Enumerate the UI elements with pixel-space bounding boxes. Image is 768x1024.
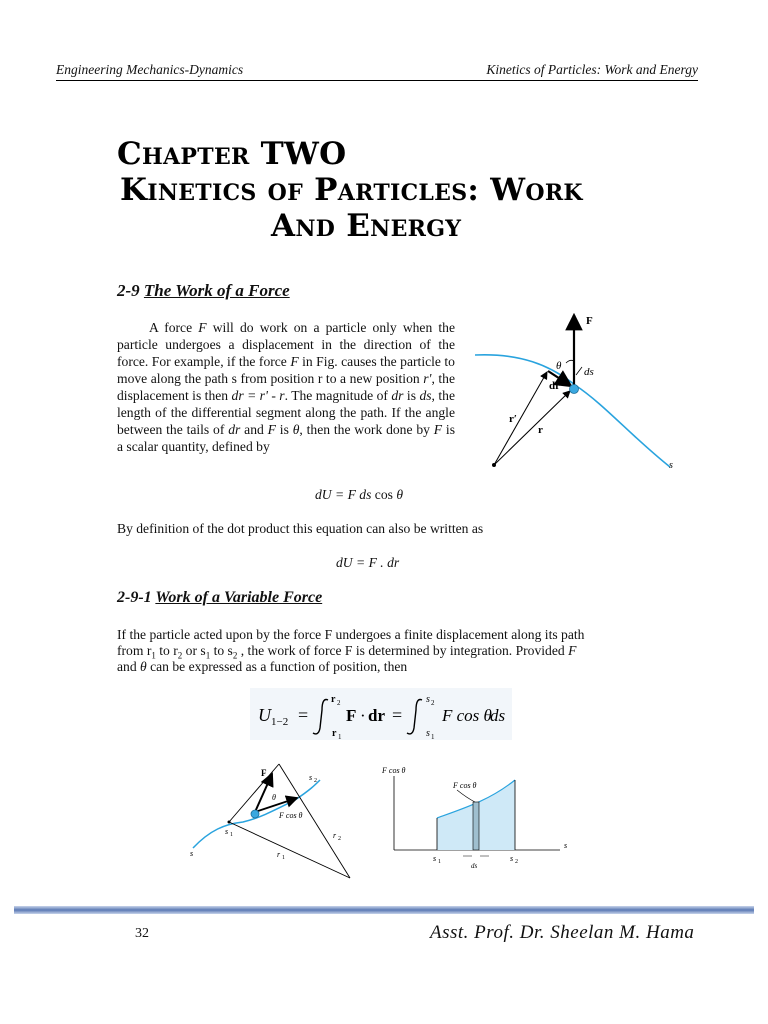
svg-text:s: s [190, 849, 194, 858]
svg-text:θ: θ [272, 793, 276, 802]
svg-text:r: r [332, 728, 337, 739]
svg-text:s: s [225, 827, 229, 836]
label-theta: θ [556, 360, 562, 372]
integral-equation [250, 688, 512, 740]
section-title: The Work of a Force [143, 281, 290, 300]
section-title: Work of a Variable Force [155, 589, 323, 606]
figure-finite-displacement [185, 760, 360, 885]
svg-text:=: = [392, 705, 403, 725]
equation-dot: dU = F . dr [336, 555, 400, 570]
r-vector [494, 391, 570, 465]
svg-text:s: s [510, 854, 514, 863]
svg-text:dr: dr [368, 706, 385, 725]
chapter-title-line1: Chapter TWO [117, 136, 347, 172]
equation-du: dU = F ds cos θ [315, 487, 403, 502]
rprime-vector [494, 372, 547, 465]
section-number: 2-9 [117, 281, 140, 300]
svg-text:F cos θ: F cos θ [382, 766, 406, 775]
svg-text:F cos θ: F cos θ [442, 706, 492, 725]
label-r: r [538, 424, 543, 436]
svg-text:1: 1 [431, 733, 435, 740]
svg-text:s: s [426, 694, 430, 705]
label-dr: dr [549, 380, 560, 392]
svg-text:1: 1 [438, 859, 441, 865]
svg-text:F cos θ: F cos θ [453, 781, 477, 790]
label-ds: ds [584, 366, 594, 378]
svg-text:U: U [258, 705, 271, 725]
section-heading-2-9 [117, 281, 290, 301]
chapter-title-line2: Kinetics of Particles: Work [120, 172, 583, 208]
origin-point [492, 463, 496, 467]
svg-text:·: · [360, 706, 366, 725]
label-rprime: r′ [509, 413, 517, 425]
svg-text:=: = [298, 705, 309, 725]
svg-text:2: 2 [338, 836, 341, 842]
svg-text:1: 1 [230, 832, 233, 838]
svg-text:2: 2 [337, 699, 341, 707]
svg-text:ds: ds [471, 862, 478, 870]
page-number: 32 [135, 926, 149, 941]
svg-text:F: F [346, 706, 357, 725]
header-left: Engineering Mechanics-Dynamics [56, 62, 244, 77]
dot-product-text: By definition of the dot product this equation can also be written as [117, 521, 484, 536]
svg-text:r: r [277, 850, 281, 859]
svg-text:1−2: 1−2 [271, 716, 289, 728]
svg-text:1: 1 [282, 855, 285, 861]
svg-text:s: s [433, 854, 437, 863]
para2-line3: and θ can be expressed as a function of position, then [117, 659, 408, 674]
header-right: Kinetics of Particles: Work and Energy [486, 62, 698, 77]
author-signature: Asst. Prof. Dr. Sheelan M. Hama [430, 922, 695, 943]
svg-text:r: r [331, 694, 336, 705]
para2-line1: If the particle acted upon by the force F undergoes a finite displacement along its path [117, 627, 585, 642]
path-curve [475, 355, 670, 467]
chapter-title-line3: And Energy [271, 208, 462, 244]
svg-text:2: 2 [431, 699, 435, 707]
svg-text:s: s [426, 728, 430, 739]
label-F: F [586, 315, 593, 327]
theta-arc [566, 360, 574, 363]
paragraph-work-of-force: A force F will do work on a particle only when the particle undergoes a displacement in the direction of the force. For example, if the force F in Fig. causes the particle to move along the path s from position r to a new position r', the displacement is then dr = r' - r. The magnitude of dr is ds, the length of the differential segment along the path. If the angle between the tails of dr and F is θ, then the work done by F is a scalar quantity, defined by [117, 320, 456, 454]
page-header [56, 60, 698, 81]
label-s: s [669, 460, 673, 471]
svg-text:2: 2 [515, 859, 518, 865]
svg-text:1: 1 [338, 733, 342, 740]
svg-text:F: F [261, 768, 267, 778]
section-heading-2-9-1 [117, 589, 322, 607]
figure-force-path [470, 305, 690, 477]
svg-text:ds: ds [490, 706, 506, 725]
svg-text:r: r [333, 831, 337, 840]
footer-rule [14, 906, 754, 914]
particle-icon [570, 385, 579, 394]
svg-text:F cos θ: F cos θ [279, 811, 303, 820]
svg-text:s: s [309, 773, 313, 782]
para2-line2: from $r_1$ to $r_2$ or $s_1$ to $s_2$ , the work of force F is determined by integration. Provided F [117, 643, 577, 661]
svg-text:2: 2 [314, 778, 317, 784]
svg-text:s: s [564, 841, 568, 850]
section-number: 2-9-1 [117, 589, 152, 606]
figure-fcos-curve [375, 760, 580, 872]
